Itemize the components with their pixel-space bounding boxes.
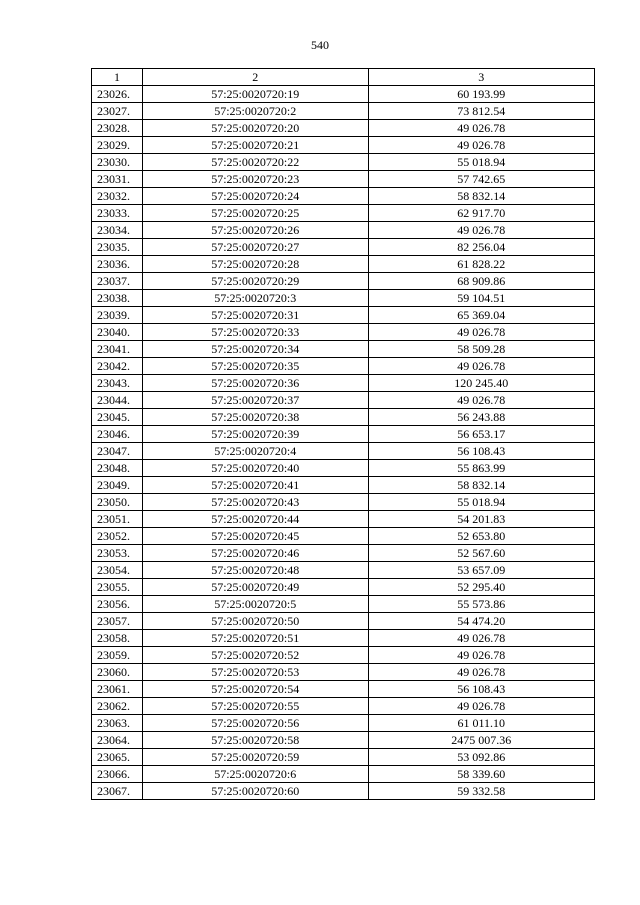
cadastral-number-cell: 57:25:0020720:49 <box>142 579 368 596</box>
cadastral-value-cell: 49 026.78 <box>368 647 594 664</box>
cadastral-value-cell: 55 863.99 <box>368 460 594 477</box>
cadastral-value-cell: 49 026.78 <box>368 324 594 341</box>
cadastral-number-cell: 57:25:0020720:53 <box>142 664 368 681</box>
cadastral-value-cell: 52 567.60 <box>368 545 594 562</box>
cadastral-number-cell: 57:25:0020720:41 <box>142 477 368 494</box>
cadastral-value-cell: 58 832.14 <box>368 188 594 205</box>
cadastral-value-cell: 82 256.04 <box>368 239 594 256</box>
table-row <box>92 732 595 749</box>
cadastral-number-cell: 57:25:0020720:24 <box>142 188 368 205</box>
cadastral-value-cell: 49 026.78 <box>368 698 594 715</box>
row-number-cell: 23067. <box>92 783 143 800</box>
table-row <box>92 443 595 460</box>
row-number-cell: 23064. <box>92 732 143 749</box>
table-row <box>92 137 595 154</box>
cadastral-number-cell: 57:25:0020720:31 <box>142 307 368 324</box>
row-number-cell: 23063. <box>92 715 143 732</box>
cadastral-value-cell: 49 026.78 <box>368 630 594 647</box>
row-number-cell: 23058. <box>92 630 143 647</box>
cadastral-number-cell: 57:25:0020720:23 <box>142 171 368 188</box>
row-number-cell: 23049. <box>92 477 143 494</box>
column-header-1: 1 <box>92 69 143 86</box>
cadastral-value-cell: 49 026.78 <box>368 222 594 239</box>
row-number-cell: 23034. <box>92 222 143 239</box>
table-row <box>92 528 595 545</box>
cadastral-number-cell: 57:25:0020720:36 <box>142 375 368 392</box>
table-row <box>92 630 595 647</box>
cadastral-value-cell: 54 201.83 <box>368 511 594 528</box>
row-number-cell: 23050. <box>92 494 143 511</box>
table-row <box>92 647 595 664</box>
cadastral-value-cell: 59 332.58 <box>368 783 594 800</box>
row-number-cell: 23047. <box>92 443 143 460</box>
cadastral-number-cell: 57:25:0020720:58 <box>142 732 368 749</box>
table-row <box>92 613 595 630</box>
row-number-cell: 23042. <box>92 358 143 375</box>
row-number-cell: 23029. <box>92 137 143 154</box>
row-number-cell: 23059. <box>92 647 143 664</box>
cadastral-value-cell: 52 653.80 <box>368 528 594 545</box>
table-row <box>92 579 595 596</box>
table-row <box>92 766 595 783</box>
cadastral-value-cell: 56 108.43 <box>368 681 594 698</box>
cadastral-number-cell: 57:25:0020720:50 <box>142 613 368 630</box>
cadastral-value-cell: 55 573.86 <box>368 596 594 613</box>
cadastral-value-cell: 58 509.28 <box>368 341 594 358</box>
table-row <box>92 290 595 307</box>
table-row <box>92 545 595 562</box>
cadastral-value-cell: 54 474.20 <box>368 613 594 630</box>
cadastral-number-cell: 57:25:0020720:21 <box>142 137 368 154</box>
cadastral-number-cell: 57:25:0020720:52 <box>142 647 368 664</box>
row-number-cell: 23054. <box>92 562 143 579</box>
row-number-cell: 23041. <box>92 341 143 358</box>
table-row <box>92 460 595 477</box>
cadastral-number-cell: 57:25:0020720:25 <box>142 205 368 222</box>
table-row <box>92 205 595 222</box>
table-row <box>92 341 595 358</box>
row-number-cell: 23037. <box>92 273 143 290</box>
cadastral-value-cell: 62 917.70 <box>368 205 594 222</box>
cadastral-value-cell: 60 193.99 <box>368 86 594 103</box>
cadastral-number-cell: 57:25:0020720:44 <box>142 511 368 528</box>
table-row <box>92 596 595 613</box>
cadastral-value-cell: 49 026.78 <box>368 137 594 154</box>
column-header-3: 3 <box>368 69 594 86</box>
row-number-cell: 23051. <box>92 511 143 528</box>
table-row <box>92 511 595 528</box>
cadastral-value-cell: 61 828.22 <box>368 256 594 273</box>
row-number-cell: 23053. <box>92 545 143 562</box>
cadastral-number-cell: 57:25:0020720:20 <box>142 120 368 137</box>
cadastral-value-cell: 55 018.94 <box>368 154 594 171</box>
table-row <box>92 239 595 256</box>
cadastral-number-cell: 57:25:0020720:3 <box>142 290 368 307</box>
table-row <box>92 120 595 137</box>
table-header-row <box>92 69 595 86</box>
table-row <box>92 715 595 732</box>
cadastral-number-cell: 57:25:0020720:26 <box>142 222 368 239</box>
cadastral-number-cell: 57:25:0020720:6 <box>142 766 368 783</box>
cadastral-value-cell: 49 026.78 <box>368 358 594 375</box>
cadastral-number-cell: 57:25:0020720:40 <box>142 460 368 477</box>
cadastral-value-cell: 58 832.14 <box>368 477 594 494</box>
row-number-cell: 23056. <box>92 596 143 613</box>
table-row <box>92 562 595 579</box>
cadastral-number-cell: 57:25:0020720:22 <box>142 154 368 171</box>
row-number-cell: 23030. <box>92 154 143 171</box>
row-number-cell: 23062. <box>92 698 143 715</box>
page-number: 540 <box>311 38 329 52</box>
table-row <box>92 426 595 443</box>
row-number-cell: 23052. <box>92 528 143 545</box>
row-number-cell: 23060. <box>92 664 143 681</box>
cadastral-value-cell: 2475 007.36 <box>368 732 594 749</box>
table-row <box>92 494 595 511</box>
table-row <box>92 307 595 324</box>
cadastral-number-cell: 57:25:0020720:37 <box>142 392 368 409</box>
cadastral-number-cell: 57:25:0020720:59 <box>142 749 368 766</box>
cadastral-number-cell: 57:25:0020720:33 <box>142 324 368 341</box>
cadastral-value-cell: 68 909.86 <box>368 273 594 290</box>
cadastral-number-cell: 57:25:0020720:54 <box>142 681 368 698</box>
cadastral-number-cell: 57:25:0020720:51 <box>142 630 368 647</box>
cadastral-value-cell: 65 369.04 <box>368 307 594 324</box>
row-number-cell: 23066. <box>92 766 143 783</box>
cadastral-number-cell: 57:25:0020720:27 <box>142 239 368 256</box>
cadastral-value-cell: 58 339.60 <box>368 766 594 783</box>
table-row <box>92 171 595 188</box>
cadastral-value-cell: 49 026.78 <box>368 120 594 137</box>
cadastral-number-cell: 57:25:0020720:2 <box>142 103 368 120</box>
table-row <box>92 664 595 681</box>
table-row <box>92 188 595 205</box>
cadastral-number-cell: 57:25:0020720:60 <box>142 783 368 800</box>
cadastral-value-table <box>91 68 595 800</box>
row-number-cell: 23043. <box>92 375 143 392</box>
cadastral-number-cell: 57:25:0020720:43 <box>142 494 368 511</box>
cadastral-value-cell: 55 018.94 <box>368 494 594 511</box>
table-row <box>92 477 595 494</box>
table-row <box>92 681 595 698</box>
cadastral-value-cell: 57 742.65 <box>368 171 594 188</box>
row-number-cell: 23057. <box>92 613 143 630</box>
cadastral-value-cell: 73 812.54 <box>368 103 594 120</box>
table-row <box>92 256 595 273</box>
row-number-cell: 23036. <box>92 256 143 273</box>
table-row <box>92 222 595 239</box>
cadastral-number-cell: 57:25:0020720:35 <box>142 358 368 375</box>
row-number-cell: 23033. <box>92 205 143 222</box>
cadastral-value-cell: 49 026.78 <box>368 392 594 409</box>
cadastral-value-cell: 56 108.43 <box>368 443 594 460</box>
cadastral-value-cell: 49 026.78 <box>368 664 594 681</box>
table-row <box>92 749 595 766</box>
cadastral-number-cell: 57:25:0020720:45 <box>142 528 368 545</box>
cadastral-number-cell: 57:25:0020720:5 <box>142 596 368 613</box>
cadastral-number-cell: 57:25:0020720:28 <box>142 256 368 273</box>
row-number-cell: 23048. <box>92 460 143 477</box>
table-row <box>92 358 595 375</box>
row-number-cell: 23055. <box>92 579 143 596</box>
row-number-cell: 23046. <box>92 426 143 443</box>
table-row <box>92 392 595 409</box>
row-number-cell: 23032. <box>92 188 143 205</box>
cadastral-number-cell: 57:25:0020720:55 <box>142 698 368 715</box>
cadastral-number-cell: 57:25:0020720:39 <box>142 426 368 443</box>
row-number-cell: 23039. <box>92 307 143 324</box>
cadastral-value-cell: 59 104.51 <box>368 290 594 307</box>
table-body <box>92 86 595 800</box>
cadastral-number-cell: 57:25:0020720:29 <box>142 273 368 290</box>
cadastral-value-cell: 56 243.88 <box>368 409 594 426</box>
table-row <box>92 154 595 171</box>
table-row <box>92 375 595 392</box>
row-number-cell: 23038. <box>92 290 143 307</box>
cadastral-value-cell: 53 657.09 <box>368 562 594 579</box>
row-number-cell: 23044. <box>92 392 143 409</box>
cadastral-number-cell: 57:25:0020720:34 <box>142 341 368 358</box>
cadastral-number-cell: 57:25:0020720:4 <box>142 443 368 460</box>
table-row <box>92 86 595 103</box>
row-number-cell: 23035. <box>92 239 143 256</box>
table-row <box>92 273 595 290</box>
cadastral-number-cell: 57:25:0020720:38 <box>142 409 368 426</box>
table-row <box>92 324 595 341</box>
table-row <box>92 783 595 800</box>
row-number-cell: 23061. <box>92 681 143 698</box>
cadastral-number-cell: 57:25:0020720:56 <box>142 715 368 732</box>
row-number-cell: 23028. <box>92 120 143 137</box>
row-number-cell: 23031. <box>92 171 143 188</box>
cadastral-value-cell: 52 295.40 <box>368 579 594 596</box>
cadastral-value-cell: 120 245.40 <box>368 375 594 392</box>
cadastral-value-cell: 53 092.86 <box>368 749 594 766</box>
cadastral-number-cell: 57:25:0020720:19 <box>142 86 368 103</box>
row-number-cell: 23040. <box>92 324 143 341</box>
column-header-2: 2 <box>142 69 368 86</box>
cadastral-value-cell: 61 011.10 <box>368 715 594 732</box>
row-number-cell: 23065. <box>92 749 143 766</box>
table-row <box>92 698 595 715</box>
table-row <box>92 103 595 120</box>
table-row <box>92 409 595 426</box>
row-number-cell: 23026. <box>92 86 143 103</box>
cadastral-number-cell: 57:25:0020720:48 <box>142 562 368 579</box>
row-number-cell: 23045. <box>92 409 143 426</box>
cadastral-number-cell: 57:25:0020720:46 <box>142 545 368 562</box>
cadastral-value-cell: 56 653.17 <box>368 426 594 443</box>
row-number-cell: 23027. <box>92 103 143 120</box>
